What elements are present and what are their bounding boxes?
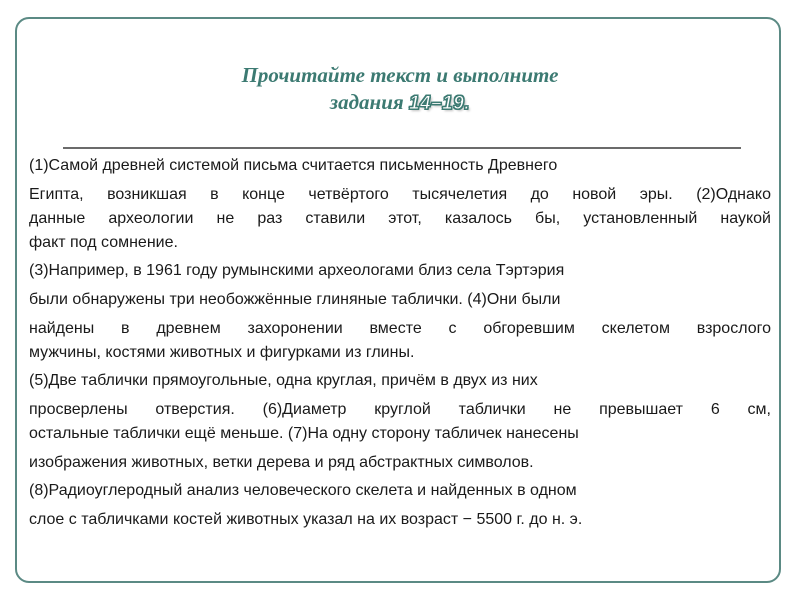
text-line-6: были обнаружены три необожжённые глиняные таблички. (4)Они были: [29, 291, 561, 308]
title-line-1: Прочитайте текст и выполните: [241, 63, 559, 87]
text-line-1: (1)Самой древней системой письма считается письменность Древнего: [29, 157, 558, 174]
text-line-5: (3)Например, в 1961 году румынскими археологами близ села Тэртэрия: [29, 262, 565, 279]
title-divider: [63, 147, 741, 149]
text-line-9: (5)Две таблички прямоугольные, одна круглая, причём в двух из них: [29, 372, 538, 389]
text-line-4: факт под сомнение.: [29, 234, 178, 251]
task-numbers: 14–19.: [408, 93, 471, 114]
text-line-7: найдены в древнем захоронении вместе с обгоревшим скелетом взрослого: [29, 320, 771, 337]
text-line-11: остальные таблички ещё меньше. (7)На одну сторону табличек нанесены: [29, 425, 579, 442]
text-line-13: (8)Радиоуглеродный анализ человеческого скелета и найденных в одном: [29, 482, 577, 499]
title-line-2: [0, 89, 800, 117]
text-body: [29, 154, 771, 532]
text-line-12: изображения животных, ветки дерева и ряд абстрактных символов.: [29, 454, 534, 471]
text-line-3: данные археологии не раз ставили этот, казалось бы, установленный наукой: [29, 210, 771, 227]
text-line-10: просверлены отверстия. (6)Диаметр круглой таблички не превышает 6 см,: [29, 401, 771, 418]
title-line-2-text: задания: [329, 90, 409, 114]
text-line-14: слое с табличками костей животных указал на их возраст − 5500 г. до н. э.: [29, 511, 583, 528]
text-line-8: мужчины, костями животных и фигурками из глины.: [29, 344, 415, 361]
text-line-2: Египта, возникшая в конце четвёртого тысячелетия до новой эры. (2)Однако: [29, 186, 771, 203]
slide-title: [0, 62, 800, 117]
